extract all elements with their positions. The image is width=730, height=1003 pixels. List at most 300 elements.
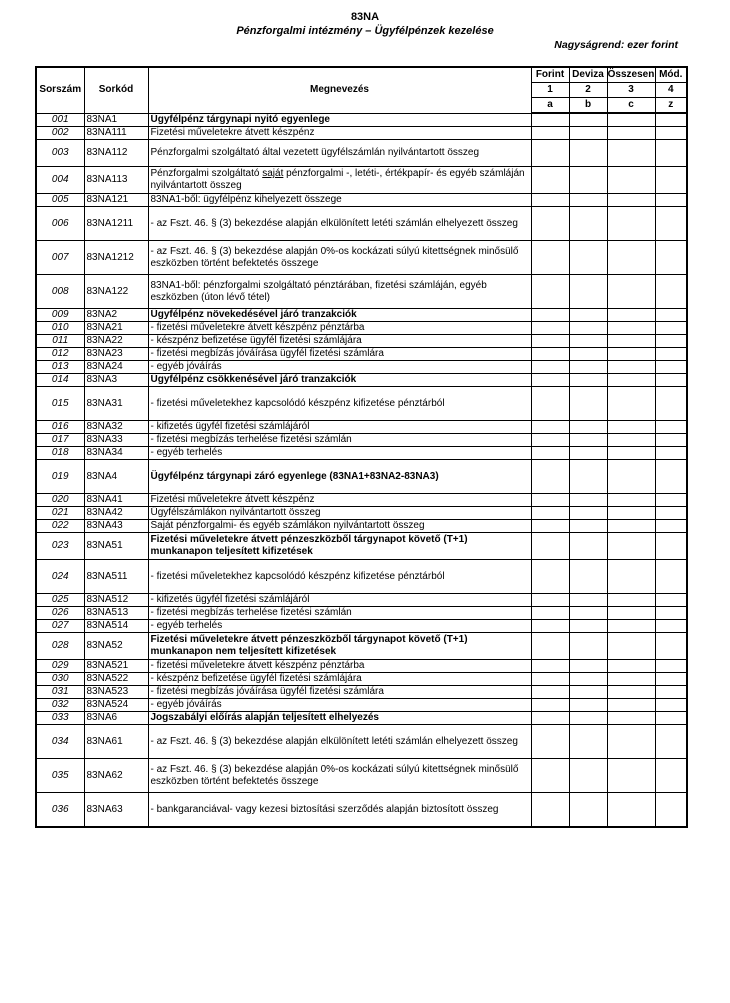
value-cell-mod[interactable] (655, 620, 687, 633)
row-description: Pénzforgalmi szolgáltató által vezetett ügyfélszámlán nyilvántartott összeg (148, 140, 531, 167)
value-cell-osszesen[interactable] (607, 309, 655, 322)
col-number-2: 2 (569, 83, 607, 98)
table-row (36, 686, 687, 699)
value-cell-mod[interactable] (655, 607, 687, 620)
value-cell-forint[interactable] (531, 447, 569, 460)
value-cell-deviza[interactable] (569, 275, 607, 309)
row-description-part: pénzforgalmi -, letéti-, értékpapír- és egyéb számláján nyilvántartott összeg (150, 168, 525, 191)
row-description: Ügyfélpénz tárgynapi záró egyenlege (83NA1+83NA2-83NA3) (148, 460, 531, 494)
value-cell-mod[interactable] (655, 712, 687, 725)
value-cell-deviza[interactable] (569, 560, 607, 594)
table-row (36, 374, 687, 387)
value-cell-forint[interactable] (531, 712, 569, 725)
row-description-underlined: saját (262, 168, 284, 179)
value-cell-mod[interactable] (655, 309, 687, 322)
value-cell-mod[interactable] (655, 140, 687, 167)
value-cell-mod[interactable] (655, 633, 687, 660)
row-code: 83NA523 (84, 686, 148, 699)
value-cell-forint[interactable] (531, 594, 569, 607)
value-cell-mod[interactable] (655, 793, 687, 828)
row-description: Saját pénzforgalmi- és egyéb számlákon nyilvántartott összeg (148, 520, 531, 533)
value-cell-mod[interactable] (655, 699, 687, 712)
value-cell-osszesen[interactable] (607, 447, 655, 460)
row-code: 83NA122 (84, 275, 148, 309)
value-cell-forint[interactable] (531, 275, 569, 309)
value-cell-deviza[interactable] (569, 194, 607, 207)
value-cell-mod[interactable] (655, 127, 687, 140)
row-code: 83NA61 (84, 725, 148, 759)
value-cell-forint[interactable] (531, 793, 569, 828)
value-cell-deviza[interactable] (569, 387, 607, 421)
value-cell-mod[interactable] (655, 520, 687, 533)
value-cell-deviza[interactable] (569, 374, 607, 387)
value-cell-mod[interactable] (655, 335, 687, 348)
row-code: 83NA24 (84, 361, 148, 374)
value-cell-osszesen[interactable] (607, 673, 655, 686)
value-cell-deviza[interactable] (569, 725, 607, 759)
value-cell-deviza[interactable] (569, 207, 607, 241)
row-number: 016 (36, 421, 84, 434)
row-description: - kifizetés ügyfél fizetési számlájáról (148, 594, 531, 607)
value-cell-forint[interactable] (531, 241, 569, 275)
row-number: 015 (36, 387, 84, 421)
value-cell-osszesen[interactable] (607, 421, 655, 434)
table-body (36, 113, 687, 827)
row-code: 83NA42 (84, 507, 148, 520)
value-cell-deviza[interactable] (569, 113, 607, 127)
value-cell-deviza[interactable] (569, 660, 607, 673)
value-cell-mod[interactable] (655, 194, 687, 207)
row-number: 010 (36, 322, 84, 335)
table-row (36, 309, 687, 322)
col-header-sorszam: Sorszám (36, 67, 84, 113)
row-description: - fizetési megbízás terhelése fizetési számlán (148, 434, 531, 447)
row-description: Fizetési műveletekre átvett készpénz (148, 127, 531, 140)
col-number-3: 3 (607, 83, 655, 98)
table-row (36, 793, 687, 828)
row-description: - fizetési műveletekhez kapcsolódó készpénz kifizetése pénztárból (148, 387, 531, 421)
value-cell-forint[interactable] (531, 725, 569, 759)
row-code: 83NA121 (84, 194, 148, 207)
value-cell-deviza[interactable] (569, 140, 607, 167)
value-cell-forint[interactable] (531, 660, 569, 673)
value-cell-deviza[interactable] (569, 712, 607, 725)
value-cell-deviza[interactable] (569, 335, 607, 348)
value-cell-osszesen[interactable] (607, 620, 655, 633)
value-cell-deviza[interactable] (569, 421, 607, 434)
row-number: 030 (36, 673, 84, 686)
row-number: 024 (36, 560, 84, 594)
row-code: 83NA111 (84, 127, 148, 140)
table-row (36, 434, 687, 447)
table-row (36, 533, 687, 560)
row-number: 034 (36, 725, 84, 759)
value-cell-osszesen[interactable] (607, 633, 655, 660)
value-cell-deviza[interactable] (569, 348, 607, 361)
row-code: 83NA31 (84, 387, 148, 421)
value-cell-mod[interactable] (655, 113, 687, 127)
value-cell-osszesen[interactable] (607, 275, 655, 309)
value-cell-forint[interactable] (531, 759, 569, 793)
value-cell-deviza[interactable] (569, 507, 607, 520)
row-code: 83NA522 (84, 673, 148, 686)
value-cell-osszesen[interactable] (607, 560, 655, 594)
value-cell-osszesen[interactable] (607, 660, 655, 673)
value-cell-forint[interactable] (531, 620, 569, 633)
row-code: 83NA34 (84, 447, 148, 460)
row-code: 83NA23 (84, 348, 148, 361)
value-cell-mod[interactable] (655, 533, 687, 560)
row-number: 026 (36, 607, 84, 620)
value-cell-osszesen[interactable] (607, 712, 655, 725)
table-row (36, 387, 687, 421)
value-cell-deviza[interactable] (569, 699, 607, 712)
value-cell-forint[interactable] (531, 322, 569, 335)
value-cell-osszesen[interactable] (607, 686, 655, 699)
table-row (36, 520, 687, 533)
value-cell-osszesen[interactable] (607, 494, 655, 507)
value-cell-osszesen[interactable] (607, 335, 655, 348)
value-cell-mod[interactable] (655, 421, 687, 434)
col-header-megnevezes: Megnevezés (148, 67, 531, 113)
row-number: 006 (36, 207, 84, 241)
value-cell-osszesen[interactable] (607, 699, 655, 712)
value-cell-forint[interactable] (531, 607, 569, 620)
value-cell-deviza[interactable] (569, 241, 607, 275)
value-cell-deviza[interactable] (569, 533, 607, 560)
table-row (36, 127, 687, 140)
value-cell-forint[interactable] (531, 361, 569, 374)
row-code: 83NA41 (84, 494, 148, 507)
value-cell-forint[interactable] (531, 374, 569, 387)
col-letter-c: c (607, 98, 655, 114)
value-cell-osszesen[interactable] (607, 725, 655, 759)
value-cell-osszesen[interactable] (607, 387, 655, 421)
row-description: - az Fszt. 46. § (3) bekezdése alapján elkülönített letéti számlán elhelyezett összeg (148, 207, 531, 241)
value-cell-mod[interactable] (655, 725, 687, 759)
row-number: 002 (36, 127, 84, 140)
row-description: - fizetési megbízás terhelése fizetési számlán (148, 607, 531, 620)
row-description: 83NA1-ből: pénzforgalmi szolgáltató pénztárában, fizetési számláján, egyéb eszközben (úton lévő tétel) (148, 275, 531, 309)
value-cell-mod[interactable] (655, 673, 687, 686)
value-cell-mod[interactable] (655, 207, 687, 241)
row-code: 83NA521 (84, 660, 148, 673)
row-code: 83NA514 (84, 620, 148, 633)
value-cell-forint[interactable] (531, 309, 569, 322)
row-number: 013 (36, 361, 84, 374)
row-code: 83NA4 (84, 460, 148, 494)
value-cell-osszesen[interactable] (607, 607, 655, 620)
col-letter-a: a (531, 98, 569, 114)
row-code: 83NA113 (84, 167, 148, 194)
table-row (36, 607, 687, 620)
row-number: 032 (36, 699, 84, 712)
value-cell-forint[interactable] (531, 127, 569, 140)
row-description: Ügyfélpénz csökkenésével járó tranzakciók (148, 374, 531, 387)
value-cell-forint[interactable] (531, 194, 569, 207)
value-cell-deviza[interactable] (569, 759, 607, 793)
row-code: 83NA511 (84, 560, 148, 594)
value-cell-forint[interactable] (531, 207, 569, 241)
value-cell-forint[interactable] (531, 494, 569, 507)
value-cell-forint[interactable] (531, 387, 569, 421)
value-cell-forint[interactable] (531, 434, 569, 447)
row-description: - egyéb terhelés (148, 620, 531, 633)
table-row (36, 673, 687, 686)
value-cell-deviza[interactable] (569, 686, 607, 699)
value-cell-mod[interactable] (655, 660, 687, 673)
value-cell-osszesen[interactable] (607, 434, 655, 447)
row-number: 035 (36, 759, 84, 793)
value-cell-deviza[interactable] (569, 460, 607, 494)
row-description: Fizetési műveletekre átvett pénzeszközből tárgynapot követő (T+1) munkanapon teljesített kifizetések (148, 533, 531, 560)
row-number: 005 (36, 194, 84, 207)
table-row (36, 699, 687, 712)
value-cell-mod[interactable] (655, 447, 687, 460)
report-table (35, 66, 688, 828)
row-description: Ügyfélpénz tárgynapi nyitó egyenlege (148, 113, 531, 127)
value-cell-forint[interactable] (531, 686, 569, 699)
value-cell-osszesen[interactable] (607, 594, 655, 607)
row-code: 83NA3 (84, 374, 148, 387)
col-header-sorkod: Sorkód (84, 67, 148, 113)
row-number: 020 (36, 494, 84, 507)
value-cell-mod[interactable] (655, 686, 687, 699)
row-description: - fizetési műveletekre átvett készpénz pénztárba (148, 660, 531, 673)
value-cell-deviza[interactable] (569, 322, 607, 335)
table-row (36, 725, 687, 759)
row-number: 004 (36, 167, 84, 194)
table-row (36, 335, 687, 348)
value-cell-mod[interactable] (655, 560, 687, 594)
col-letter-z: z (655, 98, 687, 114)
row-code: 83NA112 (84, 140, 148, 167)
value-cell-forint[interactable] (531, 421, 569, 434)
value-cell-deviza[interactable] (569, 127, 607, 140)
row-code: 83NA32 (84, 421, 148, 434)
value-cell-mod[interactable] (655, 275, 687, 309)
row-description: Fizetési műveletekre átvett pénzeszközből tárgynapot követő (T+1) munkanapon nem teljesített kifizetések (148, 633, 531, 660)
form-title: Pénzforgalmi intézmény – Ügyfélpénzek kezelése (236, 25, 494, 37)
row-description: Ügyfélszámlákon nyilvántartott összeg (148, 507, 531, 520)
value-cell-mod[interactable] (655, 167, 687, 194)
value-cell-forint[interactable] (531, 140, 569, 167)
value-cell-osszesen[interactable] (607, 167, 655, 194)
value-cell-deviza[interactable] (569, 607, 607, 620)
row-description: - az Fszt. 46. § (3) bekezdése alapján 0%-os kockázati súlyú kitettségnek minősülő eszközben történt befektetés összege (148, 241, 531, 275)
table-row (36, 241, 687, 275)
row-description: - fizetési megbízás jóváírása ügyfél fizetési számlára (148, 348, 531, 361)
row-code: 83NA63 (84, 793, 148, 828)
table-row (36, 594, 687, 607)
value-cell-osszesen[interactable] (607, 140, 655, 167)
value-cell-deviza[interactable] (569, 447, 607, 460)
table-row (36, 759, 687, 793)
value-cell-mod[interactable] (655, 361, 687, 374)
value-cell-forint[interactable] (531, 335, 569, 348)
value-cell-osszesen[interactable] (607, 241, 655, 275)
value-cell-osszesen[interactable] (607, 194, 655, 207)
col-header-deviza: Deviza (569, 67, 607, 83)
table-row (36, 660, 687, 673)
row-code: 83NA52 (84, 633, 148, 660)
value-cell-mod[interactable] (655, 494, 687, 507)
value-cell-deviza[interactable] (569, 434, 607, 447)
table-row (36, 620, 687, 633)
table-row (36, 560, 687, 594)
row-number: 021 (36, 507, 84, 520)
table-row (36, 421, 687, 434)
value-cell-forint[interactable] (531, 699, 569, 712)
value-cell-forint[interactable] (531, 533, 569, 560)
value-cell-deviza[interactable] (569, 520, 607, 533)
table-row (36, 140, 687, 167)
value-cell-forint[interactable] (531, 520, 569, 533)
row-number: 012 (36, 348, 84, 361)
row-number: 025 (36, 594, 84, 607)
row-description: - fizetési megbízás jóváírása ügyfél fizetési számlára (148, 686, 531, 699)
row-number: 003 (36, 140, 84, 167)
value-cell-mod[interactable] (655, 348, 687, 361)
row-description: - az Fszt. 46. § (3) bekezdése alapján 0%-os kockázati súlyú kitettségnek minősülő eszközben történt befektetés összege (148, 759, 531, 793)
table-row (36, 167, 687, 194)
row-number: 009 (36, 309, 84, 322)
row-number: 022 (36, 520, 84, 533)
row-number: 023 (36, 533, 84, 560)
value-cell-deviza[interactable] (569, 673, 607, 686)
row-code: 83NA21 (84, 322, 148, 335)
row-description: - készpénz befizetése ügyfél fizetési számlájára (148, 335, 531, 348)
row-description: - egyéb jóváírás (148, 361, 531, 374)
row-description: - fizetési műveletekhez kapcsolódó készpénz kifizetése pénztárból (148, 560, 531, 594)
table-row (36, 361, 687, 374)
value-cell-osszesen[interactable] (607, 322, 655, 335)
row-number: 036 (36, 793, 84, 828)
table-row (36, 348, 687, 361)
col-header-osszesen: Összesen (607, 67, 655, 83)
value-cell-mod[interactable] (655, 322, 687, 335)
value-cell-mod[interactable] (655, 374, 687, 387)
value-cell-mod[interactable] (655, 387, 687, 421)
value-cell-mod[interactable] (655, 594, 687, 607)
row-code: 83NA524 (84, 699, 148, 712)
row-description: - készpénz befizetése ügyfél fizetési számlájára (148, 673, 531, 686)
row-number: 017 (36, 434, 84, 447)
value-cell-deviza[interactable] (569, 594, 607, 607)
row-code: 83NA1211 (84, 207, 148, 241)
row-code: 83NA33 (84, 434, 148, 447)
row-code: 83NA2 (84, 309, 148, 322)
row-description: - egyéb terhelés (148, 447, 531, 460)
row-description: - bankgaranciával- vagy kezesi biztosítási szerződés alapján biztosított összeg (148, 793, 531, 828)
value-cell-osszesen[interactable] (607, 533, 655, 560)
value-cell-deviza[interactable] (569, 620, 607, 633)
value-cell-deviza[interactable] (569, 494, 607, 507)
row-description-part: Pénzforgalmi szolgáltató (150, 168, 263, 179)
value-cell-deviza[interactable] (569, 309, 607, 322)
value-cell-mod[interactable] (655, 759, 687, 793)
value-cell-forint[interactable] (531, 560, 569, 594)
row-number: 008 (36, 275, 84, 309)
value-cell-forint[interactable] (531, 633, 569, 660)
value-cell-osszesen[interactable] (607, 348, 655, 361)
value-cell-osszesen[interactable] (607, 759, 655, 793)
value-cell-forint[interactable] (531, 348, 569, 361)
row-code: 83NA513 (84, 607, 148, 620)
table-header (36, 67, 687, 113)
table-row (36, 460, 687, 494)
value-cell-mod[interactable] (655, 434, 687, 447)
value-cell-mod[interactable] (655, 460, 687, 494)
col-number-4: 4 (655, 83, 687, 98)
table-row (36, 194, 687, 207)
magnitude-note: Nagyságrend: ezer forint (554, 39, 678, 51)
row-code: 83NA1 (84, 113, 148, 127)
value-cell-deviza[interactable] (569, 793, 607, 828)
row-description: - fizetési műveletekre átvett készpénz pénztárba (148, 322, 531, 335)
row-code: 83NA51 (84, 533, 148, 560)
value-cell-osszesen[interactable] (607, 374, 655, 387)
value-cell-deviza[interactable] (569, 361, 607, 374)
col-header-mod: Mód. (655, 67, 687, 83)
value-cell-osszesen[interactable] (607, 207, 655, 241)
row-description: 83NA1-ből: ügyfélpénz kihelyezett összege (148, 194, 531, 207)
value-cell-deviza[interactable] (569, 167, 607, 194)
row-number: 011 (36, 335, 84, 348)
row-code: 83NA22 (84, 335, 148, 348)
value-cell-osszesen[interactable] (607, 793, 655, 828)
row-number: 031 (36, 686, 84, 699)
table-row (36, 633, 687, 660)
value-cell-osszesen[interactable] (607, 361, 655, 374)
value-cell-mod[interactable] (655, 507, 687, 520)
col-number-1: 1 (531, 83, 569, 98)
value-cell-osszesen[interactable] (607, 460, 655, 494)
row-number: 018 (36, 447, 84, 460)
table-row (36, 207, 687, 241)
value-cell-osszesen[interactable] (607, 507, 655, 520)
table-row (36, 447, 687, 460)
row-number: 019 (36, 460, 84, 494)
col-header-forint: Forint (531, 67, 569, 83)
table-row (36, 507, 687, 520)
row-code: 83NA62 (84, 759, 148, 793)
table-row (36, 494, 687, 507)
row-code: 83NA512 (84, 594, 148, 607)
value-cell-osszesen[interactable] (607, 113, 655, 127)
row-number: 027 (36, 620, 84, 633)
value-cell-osszesen[interactable] (607, 520, 655, 533)
row-description: - az Fszt. 46. § (3) bekezdése alapján elkülönített letéti számlán elhelyezett összeg (148, 725, 531, 759)
col-letter-b: b (569, 98, 607, 114)
value-cell-deviza[interactable] (569, 633, 607, 660)
row-number: 014 (36, 374, 84, 387)
value-cell-forint[interactable] (531, 167, 569, 194)
value-cell-mod[interactable] (655, 241, 687, 275)
value-cell-forint[interactable] (531, 507, 569, 520)
row-number: 001 (36, 113, 84, 127)
row-number: 007 (36, 241, 84, 275)
row-number: 028 (36, 633, 84, 660)
value-cell-forint[interactable] (531, 113, 569, 127)
value-cell-forint[interactable] (531, 460, 569, 494)
value-cell-forint[interactable] (531, 673, 569, 686)
value-cell-osszesen[interactable] (607, 127, 655, 140)
row-code: 83NA6 (84, 712, 148, 725)
row-code: 83NA1212 (84, 241, 148, 275)
row-number: 033 (36, 712, 84, 725)
table-row (36, 113, 687, 127)
